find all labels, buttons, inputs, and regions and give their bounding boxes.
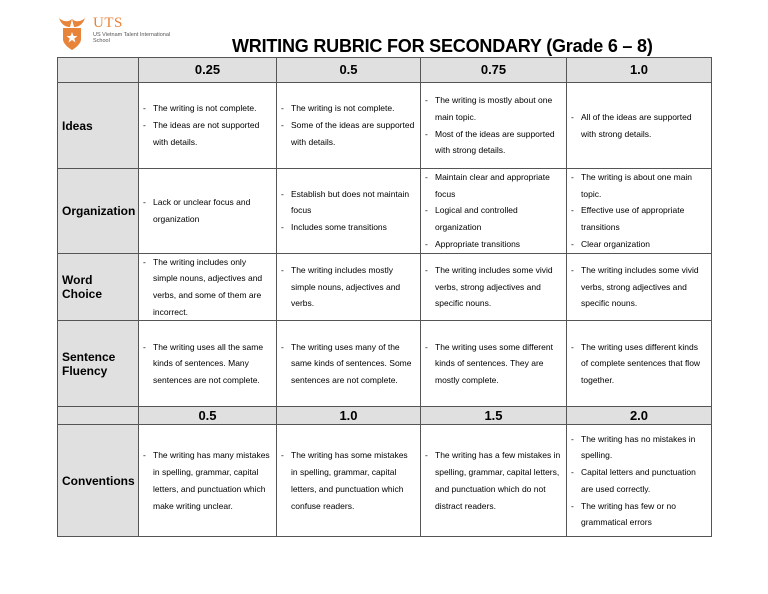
criteria-item: - The writing has no mistakes in spelling.: [571, 431, 707, 464]
criteria-item: - Lack or unclear focus and organization: [143, 194, 272, 227]
criteria-list: [425, 92, 562, 159]
criteria-list: [143, 339, 272, 389]
criteria-item: - Most of the ideas are supported with strong details.: [425, 126, 562, 159]
criteria-item: - The writing includes only simple nouns, adjectives and verbs, and some of them are incorrect.: [143, 254, 272, 321]
criteria-cell: [139, 169, 277, 254]
criteria-cell: [421, 425, 567, 537]
page-title: WRITING RUBRIC FOR SECONDARY (Grade 6 – 8): [232, 36, 653, 56]
score-header: 0.25: [139, 58, 277, 83]
criteria-list: [143, 447, 272, 514]
criteria-item: - Capital letters and punctuation are used correctly.: [571, 464, 707, 497]
criteria-cell: [567, 253, 712, 321]
criteria-list: [143, 194, 272, 227]
criteria-cell: [421, 253, 567, 321]
logo-name: UTS: [93, 15, 123, 31]
shield-emblem-icon: [57, 15, 87, 53]
criteria-item: - Appropriate transitions: [425, 236, 562, 253]
criteria-cell: [421, 83, 567, 169]
criteria-item: - Maintain clear and appropriate focus: [425, 169, 562, 202]
criteria-item: - The writing uses many of the same kinds of sentences. Some sentences are not complete.: [281, 339, 416, 389]
criteria-cell: [277, 321, 421, 407]
criteria-item: - Clear organization: [571, 236, 707, 253]
criteria-cell: [139, 425, 277, 537]
criteria-item: - The writing has few or no grammatical errors: [571, 498, 707, 531]
score-header-row: [58, 407, 712, 425]
criteria-list: [281, 186, 416, 236]
criteria-list: [571, 262, 707, 312]
criteria-item: - The writing is mostly about one main topic.: [425, 92, 562, 125]
score-header-row: [58, 58, 712, 83]
criteria-list: [281, 100, 416, 150]
criteria-list: [281, 339, 416, 389]
category-label: Organization: [58, 169, 139, 254]
criteria-list: [281, 447, 416, 514]
criteria-item: - The writing is not complete.: [281, 100, 416, 117]
criteria-cell: [421, 321, 567, 407]
category-label: Ideas: [58, 83, 139, 169]
criteria-list: [143, 100, 272, 150]
criteria-item: - The writing is about one main topic.: [571, 169, 707, 202]
category-label: Sentence Fluency: [58, 321, 139, 407]
category-label: Conventions: [58, 425, 139, 537]
criteria-list: [571, 169, 707, 253]
criteria-item: - The writing has a few mistakes in spelling, grammar, capital letters, and punctuation which do not distract readers.: [425, 447, 562, 514]
criteria-cell: [277, 253, 421, 321]
criteria-list: [143, 254, 272, 321]
score-header: 0.5: [277, 58, 421, 83]
criteria-item: - The writing has some mistakes in spelling, grammar, capital letters, and punctuation which confuse readers.: [281, 447, 416, 514]
criteria-cell: [139, 83, 277, 169]
criteria-cell: [277, 169, 421, 254]
criteria-item: - Effective use of appropriate transitions: [571, 202, 707, 235]
criteria-list: [425, 169, 562, 253]
criteria-item: - The writing uses some different kinds of sentences. They are mostly complete.: [425, 339, 562, 389]
score-header: 0.5: [139, 407, 277, 425]
criteria-cell: [421, 169, 567, 254]
rubric-row: [58, 253, 712, 321]
logo-subtitle: US Vietnam Talent International School: [93, 32, 171, 44]
criteria-cell: [139, 321, 277, 407]
criteria-cell: [139, 253, 277, 321]
criteria-item: - The writing includes mostly simple nouns, adjectives and verbs.: [281, 262, 416, 312]
criteria-cell: [567, 321, 712, 407]
criteria-cell: [277, 425, 421, 537]
criteria-item: - The ideas are not supported with details.: [143, 117, 272, 150]
criteria-list: [571, 431, 707, 531]
rubric-table: [57, 57, 712, 537]
criteria-item: - The writing includes some vivid verbs, strong adjectives and specific nouns.: [571, 262, 707, 312]
rubric-row: [58, 83, 712, 169]
criteria-item: - Includes some transitions: [281, 219, 416, 236]
rubric-row: [58, 169, 712, 254]
header-blank-cell: [58, 407, 139, 425]
criteria-list: [281, 262, 416, 312]
criteria-list: [571, 339, 707, 389]
criteria-item: - Some of the ideas are supported with details.: [281, 117, 416, 150]
rubric-row: [58, 425, 712, 537]
score-header: 1.0: [567, 58, 712, 83]
school-logo: [57, 15, 171, 55]
rubric-row: [58, 321, 712, 407]
score-header: 1.0: [277, 407, 421, 425]
criteria-item: - The writing includes some vivid verbs, strong adjectives and specific nouns.: [425, 262, 562, 312]
score-header: 2.0: [567, 407, 712, 425]
score-header: 1.5: [421, 407, 567, 425]
criteria-item: - All of the ideas are supported with strong details.: [571, 109, 707, 142]
criteria-cell: [567, 425, 712, 537]
criteria-list: [571, 109, 707, 142]
category-label: Word Choice: [58, 253, 139, 321]
criteria-list: [425, 447, 562, 514]
criteria-item: - Logical and controlled organization: [425, 202, 562, 235]
criteria-list: [425, 339, 562, 389]
criteria-item: - Establish but does not maintain focus: [281, 186, 416, 219]
criteria-item: - The writing uses different kinds of complete sentences that flow together.: [571, 339, 707, 389]
criteria-item: - The writing has many mistakes in spelling, grammar, capital letters, and punctuation which make writing unclear.: [143, 447, 272, 514]
criteria-list: [425, 262, 562, 312]
criteria-item: - The writing uses all the same kinds of sentences. Many sentences are not complete.: [143, 339, 272, 389]
criteria-cell: [567, 83, 712, 169]
criteria-item: - The writing is not complete.: [143, 100, 272, 117]
criteria-cell: [277, 83, 421, 169]
header-blank-cell: [58, 58, 139, 83]
criteria-cell: [567, 169, 712, 254]
score-header: 0.75: [421, 58, 567, 83]
